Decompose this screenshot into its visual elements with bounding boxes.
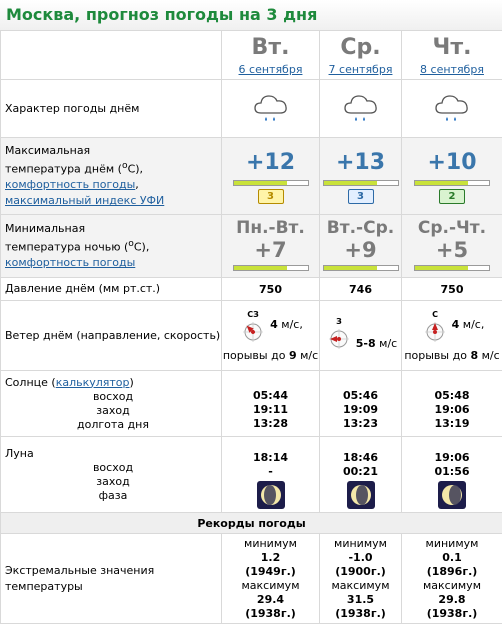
moon-phase-icon [257,481,285,509]
degree-sign: o [121,159,128,171]
moon-label [1,437,222,513]
comfort-bar-fill [234,266,287,270]
moonset-value: 01:56 [434,465,470,478]
tmin-value: +9 [344,238,377,262]
uvi-badge: 2 [439,189,465,204]
uvi-badge: 3 [258,189,284,204]
text: , [135,178,139,192]
day-header-3 [402,31,502,80]
wind-speed: 4 [451,318,460,331]
day-name: Вт. [251,35,290,60]
tmin-label-line2 [5,237,221,256]
record-max-year: (1938г.) [245,606,296,620]
record-max-label: максимум [241,578,300,592]
night-range: Вт.-Ср. [326,218,395,238]
record-cell [320,534,402,624]
wind-compass-icon [420,308,450,349]
tmax-label-line1: Максимальная [5,143,91,157]
comfort-bar [414,265,490,271]
svg-text:С: С [431,310,438,319]
days-header-row [1,31,502,80]
text: м/с [375,337,398,350]
phase-label: фаза [98,489,128,503]
moonrise-value: 18:14 [252,451,288,464]
wind-cell [402,301,502,371]
cloud-rain-icon [432,87,472,127]
moonset-value: 00:21 [342,465,378,478]
day-header-1 [222,31,320,80]
record-max-year: (1938г.) [335,606,386,620]
text: C), [127,162,144,176]
wind-compass-icon [324,315,354,356]
tmin-cell [402,215,502,278]
gust-value: 9 [288,349,297,362]
text: м/с [296,349,319,362]
day-date-link[interactable]: 7 сентября [328,63,393,76]
tmax-value: +13 [335,149,386,175]
night-range: Пн.-Вт. [236,218,305,238]
sun-cell [320,371,402,437]
tmax-row [1,138,502,215]
degree-sign: o [128,237,134,249]
sun-row [1,371,502,437]
record-max-year: (1938г.) [426,606,478,620]
text: м/с, [459,318,485,331]
tmax-cell [222,138,320,215]
sun-cell [402,371,502,437]
text: порывы до [404,349,471,362]
daylength-value: 13:28 [252,417,288,430]
day-date-link[interactable]: 8 сентября [420,63,484,76]
comfort-bar-fill [324,181,377,185]
comfort-bar-fill [234,181,287,185]
sunrise-value: 05:48 [434,389,470,402]
night-range: Ср.-Чт. [417,218,487,238]
tmin-label [1,215,222,278]
record-max-label: максимум [331,578,390,592]
comfort-bar-fill [415,266,468,270]
wind-gust [222,349,319,363]
gust-value: 8 [470,349,479,362]
moon-phase-icon [438,481,466,509]
record-cell [402,534,502,624]
page-title: Москва, прогноз погоды на 3 дня [0,0,502,30]
moon-cell [222,437,320,513]
comfort-bar [323,265,399,271]
uvi-badge: 3 [348,189,374,204]
tmax-cell [320,138,402,215]
weather-row [1,80,502,138]
comfort-link[interactable]: комфортность погоды [5,256,136,270]
records-header-row [1,513,502,534]
moon-title: Луна [5,446,34,460]
tmax-label-line2 [5,159,221,178]
day-date-link[interactable]: 6 сентября [238,63,303,76]
record-min-year: (1896г.) [426,564,478,578]
sunset-value: 19:11 [252,403,288,416]
moonset-label: заход [96,475,130,489]
record-max-value: 31.5 [346,592,375,606]
tmin-label-line1: Минимальная [5,221,86,235]
wind-speed: 5-8 [355,337,376,350]
text: м/с [478,349,500,362]
text: порывы до [222,349,289,362]
day-header-2 [320,31,402,80]
sunrise-value: 05:46 [342,389,378,402]
comfort-bar [233,265,309,271]
tmin-row [1,215,502,278]
daylength-value: 13:23 [342,417,378,430]
record-max-label: максимум [423,578,481,592]
comfort-bar [233,180,309,186]
moonrise-value: 18:46 [342,451,378,464]
text: м/с, [277,318,303,331]
wind-gust [402,349,502,363]
pressure-label: Давление днём (мм рт.ст.) [1,278,222,301]
daylength-label: долгота дня [77,418,149,432]
moon-row [1,437,502,513]
moonrise-label: восход [92,461,134,475]
daylength-value: 13:19 [434,417,470,430]
sun-cell [222,371,320,437]
comfort-link[interactable]: комфортность погоды [5,178,136,192]
sunset-value: 19:09 [342,403,378,416]
record-min-value: 1.2 [260,550,281,564]
moonrise-value: 19:06 [434,451,470,464]
text: температура днём ( [5,162,122,176]
record-min-value: 0.1 [442,550,462,564]
record-min-year: (1900г.) [335,564,386,578]
records-header: Рекорды погоды [1,513,502,534]
text: Солнце ( [5,375,56,389]
pressure-value: 746 [320,278,402,301]
text: C), [133,240,150,254]
weather-label: Характер погоды днём [1,80,222,138]
sun-calculator-link[interactable]: калькулятор [55,375,130,389]
records-row [1,534,502,624]
svg-text:З: З [335,317,342,326]
moon-cell [402,437,502,513]
text: ) [129,375,134,389]
day-name: Ср. [340,35,381,60]
record-max-value: 29.4 [256,592,285,606]
sunrise-label: восход [92,390,134,404]
record-min-label: минимум [334,536,387,550]
wind-speed: 4 [270,318,278,331]
cloud-rain-icon [341,87,381,127]
tmin-value: +5 [435,238,469,262]
record-max-value: 29.8 [438,592,466,606]
record-min-year: (1949г.) [245,564,296,578]
wind-cell [222,301,320,371]
forecast-table [0,30,502,624]
sunset-value: 19:06 [434,403,470,416]
moon-phase-icon [347,481,375,509]
comfort-bar-fill [324,266,377,270]
wind-label: Ветер днём (направление, скорость) [1,301,222,371]
moon-cell [320,437,402,513]
tmin-cell [320,215,402,278]
tmin-cell [222,215,320,278]
wind-compass-icon [238,308,268,349]
tmax-value: +10 [427,149,477,175]
sun-label [1,371,222,437]
extreme-label: Экстремальные значения температуры [1,534,222,624]
uvi-link[interactable]: максимальный индекс УФИ [5,194,165,208]
text: температура ночью ( [5,240,129,254]
svg-text:СЗ: СЗ [247,310,259,319]
wind-row [1,301,502,371]
day-name: Чт. [432,35,472,60]
tmax-cell [402,138,502,215]
cloud-rain-icon [251,87,291,127]
record-min-label: минимум [244,536,297,550]
pressure-row [1,278,502,301]
wind-cell [320,301,402,371]
tmin-value: +7 [254,238,287,262]
comfort-bar [414,180,490,186]
record-min-label: минимум [425,536,479,550]
sunset-label: заход [96,404,130,418]
comfort-bar [323,180,399,186]
sunrise-value: 05:44 [252,389,288,402]
pressure-value: 750 [222,278,320,301]
moonset-value: - [268,465,273,478]
corner-cell [1,31,222,80]
record-cell [222,534,320,624]
pressure-value: 750 [402,278,502,301]
record-min-value: -1.0 [348,550,373,564]
tmax-label [1,138,222,215]
comfort-bar-fill [415,181,468,185]
tmax-value: +12 [245,149,296,175]
